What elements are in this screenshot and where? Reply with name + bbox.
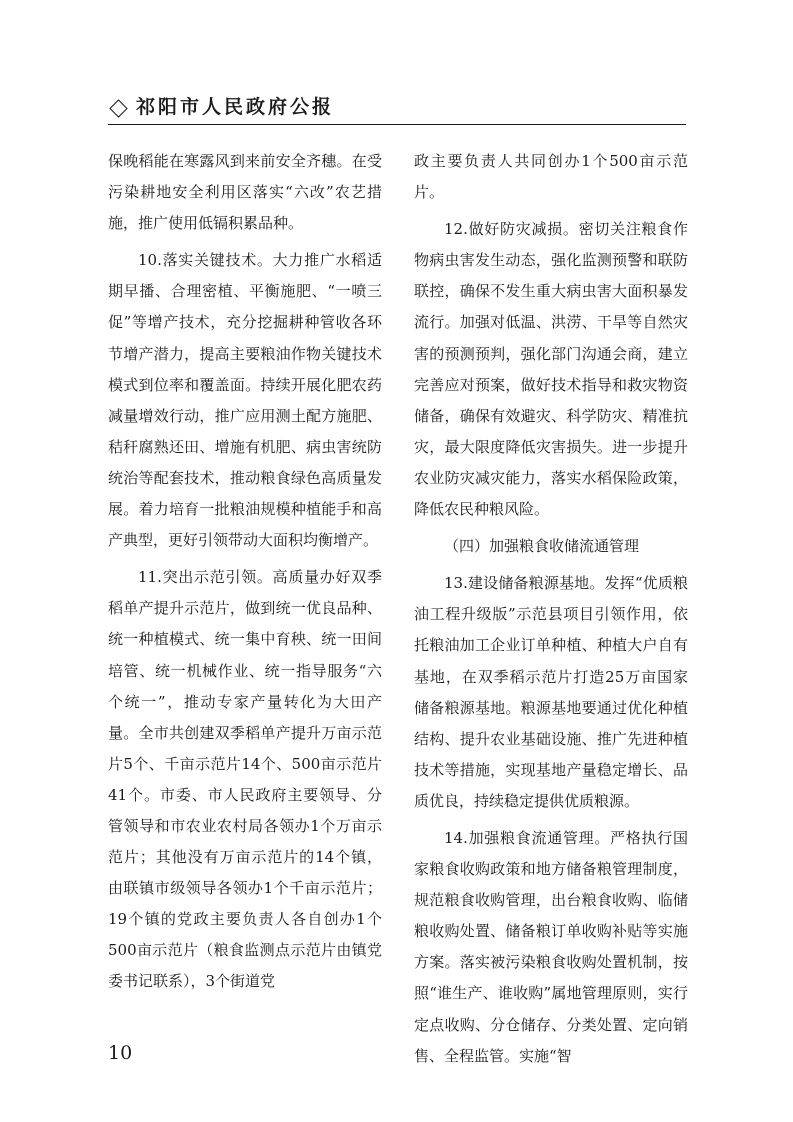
bulletin-title: 祁阳市人民政府公报 [136, 96, 335, 118]
paragraph-continued: 政主要负责人共同创办1个500亩示范片。 [414, 152, 688, 202]
paragraph-item-14: 14.加强粮食流通管理。严格执行国家粮食收购政策和地方储备粮管理制度，规范粮食收购管理，出台粮食收购、临储粮收购处置、储备粮订单收购补贴等实施方案。落实被污染粮食收购处置机制，按照“谁生产、谁收购”属地管理原则，实行定点收购、分仓储存、分类处置、定向销售、全程监管。实施“智 [414, 828, 688, 1065]
header-divider [108, 124, 686, 125]
paragraph-item-12: 12.做好防灾减损。密切关注粮食作物病虫害发生动态，强化监测预警和联防联控，确保不发生重大病虫害大面积暴发流行。加强对低温、洪涝、干旱等自然灾害的预测预判，强化部门沟通会商，建立完善应对预案，做好技术指导和救灾物资储备，确保有效避灾、科学防灾、精准抗灾，最大限度降低灾害损失。进一步提升农业防灾减灾能力，落实水稻保险政策，降低农民种粮风险。 [414, 220, 688, 519]
paragraph-item-13: 13.建设储备粮源基地。发挥“优质粮油工程升级版”示范县项目引领作用，依托粮油加工企业订单种植、种植大户自有基地，在双季稻示范片打造25万亩国家储备粮源基地。粮源基地要通过优化种植结构、提升农业基础设施、推广先进种植技术等措施，实现基地产量稳定增长、品质优良，持续稳定提供优质粮源。 [414, 574, 688, 810]
right-column [414, 146, 688, 1078]
section-heading-4: （四）加强粮食收储流通管理 [444, 537, 640, 556]
page-number: 10 [108, 1042, 133, 1064]
left-column [108, 146, 382, 1004]
paragraph-continued: 保晚稻能在寒露风到来前安全齐穗。在受污染耕地安全利用区落实“六改”农艺措施，推广使用低镉积累品种。 [108, 152, 382, 233]
diamond-icon [109, 99, 127, 117]
paragraph-item-10: 10.落实关键技术。大力推广水稻适期早播、合理密植、平衡施肥、“一喷三促”等增产技术，充分挖掘耕种管收各环节增产潜力，提高主要粮油作物关键技术模式到位率和覆盖面。持续开展化肥农药减量增效行动，推广应用测土配方施肥、秸秆腐熟还田、增施有机肥、病虫害统防统治等配套技术，推动粮食绿色高质量发展。着力培育一批粮油规模种植能手和高产典型，更好引领带动大面积均衡增产。 [108, 251, 382, 550]
paragraph-item-11: 11.突出示范引领。高质量办好双季稻单产提升示范片，做到统一优良品种、统一种植模式、统一集中育秧、统一田间培管、统一机械作业、统一指导服务“六个统一”，推动专家产量转化为大田产量。全市共创建双季稻单产提升万亩示范片5个、千亩示范片14个、500亩示范片41个。市委、市人民政府主要领导、分管领导和市农业农村局各领办1个万亩示范片；其他没有万亩示范片的14个镇，由联镇市级领导各领办1个千亩示范片；19个镇的党政主要负责人各自创办1个500亩示范片（粮食监测点示范片由镇党委书记联系），3个街道党 [108, 568, 382, 991]
page-header [108, 94, 686, 124]
